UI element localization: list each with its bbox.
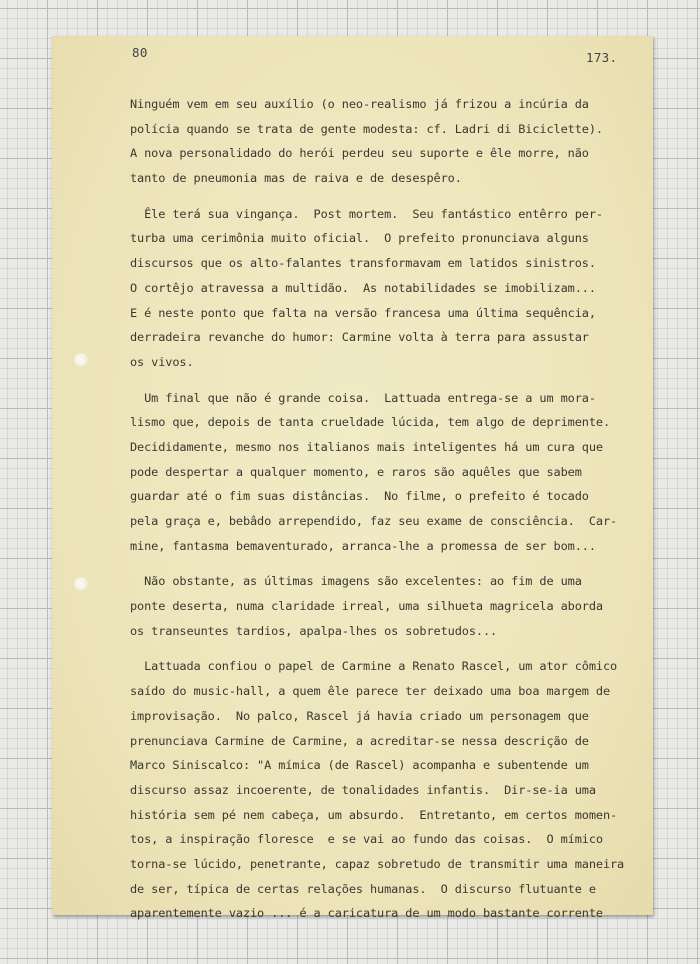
typewritten-page (52, 36, 653, 921)
text-line: saído do music-hall, a quem êle parece ter deixado uma boa margem de (130, 684, 610, 699)
text-line: Marco Siniscalco: "A mímica (de Rascel) acompanha e subentende um (130, 758, 589, 773)
text-line: A nova personalidado do herói perdeu seu suporte e êle morre, não (130, 146, 589, 161)
text-line: pela graça e, bebâdo arrependido, faz seu exame de consciência. Car- (130, 514, 618, 528)
text-line: tos, a inspiração floresce e se vai ao fundo das coisas. O mímico (130, 832, 603, 847)
text-line: Um final que não é grande coisa. Lattuada entrega-se a um mora- (130, 390, 596, 405)
punch-hole-bottom (74, 577, 88, 591)
page-number-handwritten: 80 (132, 45, 148, 60)
punch-hole-top (74, 353, 88, 367)
paragraph-5 (130, 654, 650, 926)
text-line: mine, fantasma bemaventurado, arranca-lhe a promessa de ser bom... (130, 538, 596, 553)
paragraph-4 (130, 569, 650, 643)
text-line: história sem pé nem cabeça, um absurdo. Entretanto, em certos momen- (130, 807, 618, 822)
text-line: Decididamente, mesmo nos italianos mais inteligentes há um cura que (130, 439, 603, 454)
text-line: improvisação. No palco, Rascel já havia criado um personagem que (130, 708, 589, 723)
text-line: os transeuntes tardios, apalpa-lhes os sobretudos... (130, 623, 498, 638)
text-line: discurso assaz incoerente, de tonalidades infantis. Dir-se-ia uma (130, 782, 596, 797)
paragraph-3 (130, 386, 650, 559)
text-line: turba uma cerimônia muito oficial. O prefeito pronunciava alguns (130, 231, 589, 246)
text-line: tanto de pneumonia mas de raiva e de desespêro. (130, 171, 462, 186)
text-line: ponte deserta, numa claridade irreal, uma silhueta magricela aborda (130, 599, 603, 614)
text-line: guardar até o fim suas distâncias. No filme, o prefeito é tocado (130, 489, 589, 504)
text-line: lismo que, depois de tanta crueldade lúcida, tem algo de deprimente. (130, 415, 610, 430)
paragraph-1 (130, 92, 650, 191)
text-line: os vivos. (130, 354, 194, 369)
text-line: aparentemente vazio ... é a caricatura de um modo bastante corrente (130, 906, 603, 921)
paragraph-2 (130, 202, 650, 375)
text-line: discursos que os alto-falantes transformavam em latidos sinistros. (130, 256, 596, 271)
text-line: Ninguém vem em seu auxílio (o neo-realismo já frizou a incúria da (130, 97, 589, 111)
text-line: pode despertar a qualquer momento, e raros são aquêles que sabem (130, 464, 582, 479)
text-line: Lattuada confiou o papel de Carmine a Renato Rascel, um ator cômico (130, 659, 618, 674)
page-number-typed: 173. (586, 50, 618, 65)
text-line: Êle terá sua vingança. Post mortem. Seu fantástico entêrro per- (130, 206, 603, 221)
document-body (130, 92, 650, 926)
text-line: prenunciava Carmine de Carmine, a acreditar-se nessa descrição de (130, 733, 589, 748)
text-line: polícia quando se trata de gente modesta: cf. Ladri di Biciclette). (130, 121, 603, 136)
text-line: de ser, típica de certas relações humanas. O discurso flutuante e (130, 881, 596, 896)
text-line: derradeira revanche do humor: Carmine volta à terra para assustar (130, 330, 589, 345)
text-line: O cortêjo atravessa a multidão. As notabilidades se imobilizam... (130, 280, 596, 295)
text-line: Não obstante, as últimas imagens são excelentes: ao fim de uma (130, 574, 582, 589)
text-line: torna-se lúcido, penetrante, capaz sobretudo de transmitir uma maneira (130, 856, 625, 871)
text-line: E é neste ponto que falta na versão francesa uma última sequência, (130, 305, 596, 320)
